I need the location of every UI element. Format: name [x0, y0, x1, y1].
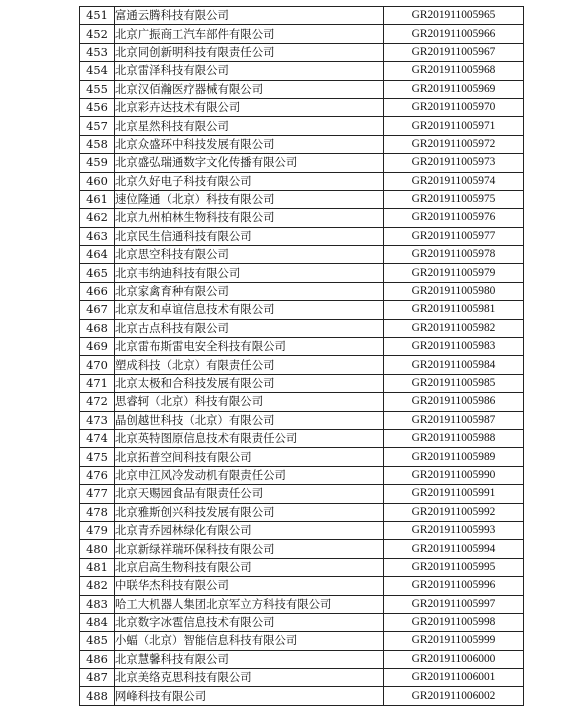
table-row: [80, 687, 524, 705]
table-row: [80, 190, 524, 208]
table-row: [80, 393, 524, 411]
certificate-number-cell: GR201911005990: [384, 466, 524, 484]
certificate-number-cell: GR201911005994: [384, 540, 524, 558]
table-row: [80, 466, 524, 484]
row-number-cell: 456: [80, 98, 115, 116]
certificate-number-cell: GR201911005986: [384, 393, 524, 411]
row-number-cell: 470: [80, 356, 115, 374]
table-row: [80, 98, 524, 116]
company-name-cell: 哈工大机器人集团北京军立方科技有限公司: [115, 595, 384, 613]
certificate-number-cell: GR201911005982: [384, 319, 524, 337]
company-name-cell: 晶创越世科技（北京）有限公司: [115, 411, 384, 429]
row-number-cell: 482: [80, 577, 115, 595]
row-number-cell: 459: [80, 154, 115, 172]
certificate-number-cell: GR201911005967: [384, 43, 524, 61]
certificate-number-cell: GR201911005988: [384, 429, 524, 447]
company-name-cell: 思睿轲（北京）科技有限公司: [115, 393, 384, 411]
certificate-number-cell: GR201911005998: [384, 613, 524, 631]
certificate-number-cell: GR201911005971: [384, 117, 524, 135]
table-row: [80, 669, 524, 687]
row-number-cell: 452: [80, 25, 115, 43]
company-certificate-table: [79, 6, 524, 706]
table-row: [80, 356, 524, 374]
table-row: [80, 632, 524, 650]
table-row: [80, 80, 524, 98]
row-number-cell: 468: [80, 319, 115, 337]
row-number-cell: 464: [80, 246, 115, 264]
table-row: [80, 374, 524, 392]
table-row: [80, 154, 524, 172]
certificate-number-cell: GR201911005976: [384, 209, 524, 227]
row-number-cell: 460: [80, 172, 115, 190]
table-row: [80, 540, 524, 558]
table-row: [80, 319, 524, 337]
table-row: [80, 485, 524, 503]
table-row: [80, 209, 524, 227]
company-name-cell: 北京雷泽科技有限公司: [115, 62, 384, 80]
table-row: [80, 264, 524, 282]
company-name-cell: 北京拓普空间科技有限公司: [115, 448, 384, 466]
company-name-cell: 北京申江风冷发动机有限责任公司: [115, 466, 384, 484]
table-row: [80, 301, 524, 319]
table-row: [80, 43, 524, 61]
company-name-cell: 中联华杰科技有限公司: [115, 577, 384, 595]
row-number-cell: 485: [80, 632, 115, 650]
certificate-number-cell: GR201911005995: [384, 558, 524, 576]
certificate-number-cell: GR201911005989: [384, 448, 524, 466]
company-name-cell: 北京家禽育种有限公司: [115, 282, 384, 300]
certificate-number-cell: GR201911005981: [384, 301, 524, 319]
company-name-cell: 北京雷布斯雷电安全科技有限公司: [115, 338, 384, 356]
certificate-number-cell: GR201911005985: [384, 374, 524, 392]
company-name-cell: 北京众盛环中科技发展有限公司: [115, 135, 384, 153]
row-number-cell: 480: [80, 540, 115, 558]
certificate-number-cell: GR201911005966: [384, 25, 524, 43]
certificate-number-cell: GR201911005975: [384, 190, 524, 208]
company-name-cell: 北京太极和合科技发展有限公司: [115, 374, 384, 392]
table-row: [80, 227, 524, 245]
certificate-number-cell: GR201911005974: [384, 172, 524, 190]
row-number-cell: 477: [80, 485, 115, 503]
table-row: [80, 246, 524, 264]
row-number-cell: 462: [80, 209, 115, 227]
company-name-cell: 速位隆通（北京）科技有限公司: [115, 190, 384, 208]
company-name-cell: 北京久好电子科技有限公司: [115, 172, 384, 190]
certificate-number-cell: GR201911005977: [384, 227, 524, 245]
certificate-number-cell: GR201911005983: [384, 338, 524, 356]
row-number-cell: 455: [80, 80, 115, 98]
certificate-number-cell: GR201911005991: [384, 485, 524, 503]
table-row: [80, 7, 524, 25]
company-name-cell: 北京天赐园食品有限责任公司: [115, 485, 384, 503]
company-name-cell: 北京古点科技有限公司: [115, 319, 384, 337]
company-name-cell: 北京盛弘瑞通数字文化传播有限公司: [115, 154, 384, 172]
certificate-number-cell: GR201911006000: [384, 650, 524, 668]
company-name-cell: 小蝠（北京）智能信息科技有限公司: [115, 632, 384, 650]
row-number-cell: 488: [80, 687, 115, 705]
table-row: [80, 650, 524, 668]
company-name-cell: 北京九州柏林生物科技有限公司: [115, 209, 384, 227]
company-name-cell: 北京星然科技有限公司: [115, 117, 384, 135]
row-number-cell: 463: [80, 227, 115, 245]
company-name-cell: 北京广振商工汽车部件有限公司: [115, 25, 384, 43]
company-name-cell: 北京民生信通科技有限公司: [115, 227, 384, 245]
company-name-cell: 北京彩卉达技术有限公司: [115, 98, 384, 116]
company-name-cell: 富通云腾科技有限公司: [115, 7, 384, 25]
row-number-cell: 484: [80, 613, 115, 631]
company-name-cell: 北京美络克思科技有限公司: [115, 669, 384, 687]
certificate-number-cell: GR201911005999: [384, 632, 524, 650]
table-row: [80, 448, 524, 466]
company-name-cell: 塑成科技（北京）有限责任公司: [115, 356, 384, 374]
table-row: [80, 172, 524, 190]
row-number-cell: 475: [80, 448, 115, 466]
row-number-cell: 473: [80, 411, 115, 429]
table-row: [80, 521, 524, 539]
row-number-cell: 476: [80, 466, 115, 484]
company-name-cell: 北京汉佰瀚医疗器械有限公司: [115, 80, 384, 98]
table-row: [80, 503, 524, 521]
table-row: [80, 558, 524, 576]
certificate-number-cell: GR201911006002: [384, 687, 524, 705]
certificate-number-cell: GR201911005984: [384, 356, 524, 374]
company-name-cell: 北京慧馨科技有限公司: [115, 650, 384, 668]
row-number-cell: 453: [80, 43, 115, 61]
company-name-cell: 北京青乔园林绿化有限公司: [115, 521, 384, 539]
row-number-cell: 451: [80, 7, 115, 25]
certificate-number-cell: GR201911005965: [384, 7, 524, 25]
company-name-cell: 北京启高生物科技有限公司: [115, 558, 384, 576]
certificate-number-cell: GR201911005968: [384, 62, 524, 80]
table-row: [80, 577, 524, 595]
certificate-number-cell: GR201911005992: [384, 503, 524, 521]
company-name-cell: 北京英特图原信息技术有限责任公司: [115, 429, 384, 447]
certificate-number-cell: GR201911005997: [384, 595, 524, 613]
certificate-number-cell: GR201911005987: [384, 411, 524, 429]
certificate-number-cell: GR201911005978: [384, 246, 524, 264]
table-row: [80, 282, 524, 300]
row-number-cell: 483: [80, 595, 115, 613]
table-body: [80, 7, 524, 706]
row-number-cell: 474: [80, 429, 115, 447]
company-name-cell: 北京思空科技有限公司: [115, 246, 384, 264]
row-number-cell: 472: [80, 393, 115, 411]
row-number-cell: 486: [80, 650, 115, 668]
row-number-cell: 454: [80, 62, 115, 80]
table-row: [80, 25, 524, 43]
certificate-number-cell: GR201911005969: [384, 80, 524, 98]
table-row: [80, 62, 524, 80]
table-row: [80, 338, 524, 356]
row-number-cell: 471: [80, 374, 115, 392]
certificate-number-cell: GR201911005973: [384, 154, 524, 172]
table-row: [80, 595, 524, 613]
row-number-cell: 487: [80, 669, 115, 687]
row-number-cell: 461: [80, 190, 115, 208]
certificate-number-cell: GR201911005972: [384, 135, 524, 153]
company-name-cell: 北京韦纳迪科技有限公司: [115, 264, 384, 282]
table-row: [80, 135, 524, 153]
row-number-cell: 458: [80, 135, 115, 153]
certificate-number-cell: GR201911006001: [384, 669, 524, 687]
certificate-number-cell: GR201911005993: [384, 521, 524, 539]
certificate-number-cell: GR201911005996: [384, 577, 524, 595]
table-row: [80, 117, 524, 135]
table-row: [80, 429, 524, 447]
company-name-cell: 网峰科技有限公司: [115, 687, 384, 705]
company-name-cell: 北京新绿祥瑞环保科技有限公司: [115, 540, 384, 558]
company-name-cell: 北京雅斯创兴科技发展有限公司: [115, 503, 384, 521]
row-number-cell: 465: [80, 264, 115, 282]
company-name-cell: 北京数字冰雹信息技术有限公司: [115, 613, 384, 631]
company-name-cell: 北京同创新明科技有限责任公司: [115, 43, 384, 61]
row-number-cell: 478: [80, 503, 115, 521]
row-number-cell: 467: [80, 301, 115, 319]
company-name-cell: 北京友和卓谊信息技术有限公司: [115, 301, 384, 319]
certificate-number-cell: GR201911005980: [384, 282, 524, 300]
certificate-number-cell: GR201911005979: [384, 264, 524, 282]
row-number-cell: 469: [80, 338, 115, 356]
table-row: [80, 411, 524, 429]
table-row: [80, 613, 524, 631]
row-number-cell: 457: [80, 117, 115, 135]
row-number-cell: 466: [80, 282, 115, 300]
row-number-cell: 481: [80, 558, 115, 576]
row-number-cell: 479: [80, 521, 115, 539]
certificate-number-cell: GR201911005970: [384, 98, 524, 116]
